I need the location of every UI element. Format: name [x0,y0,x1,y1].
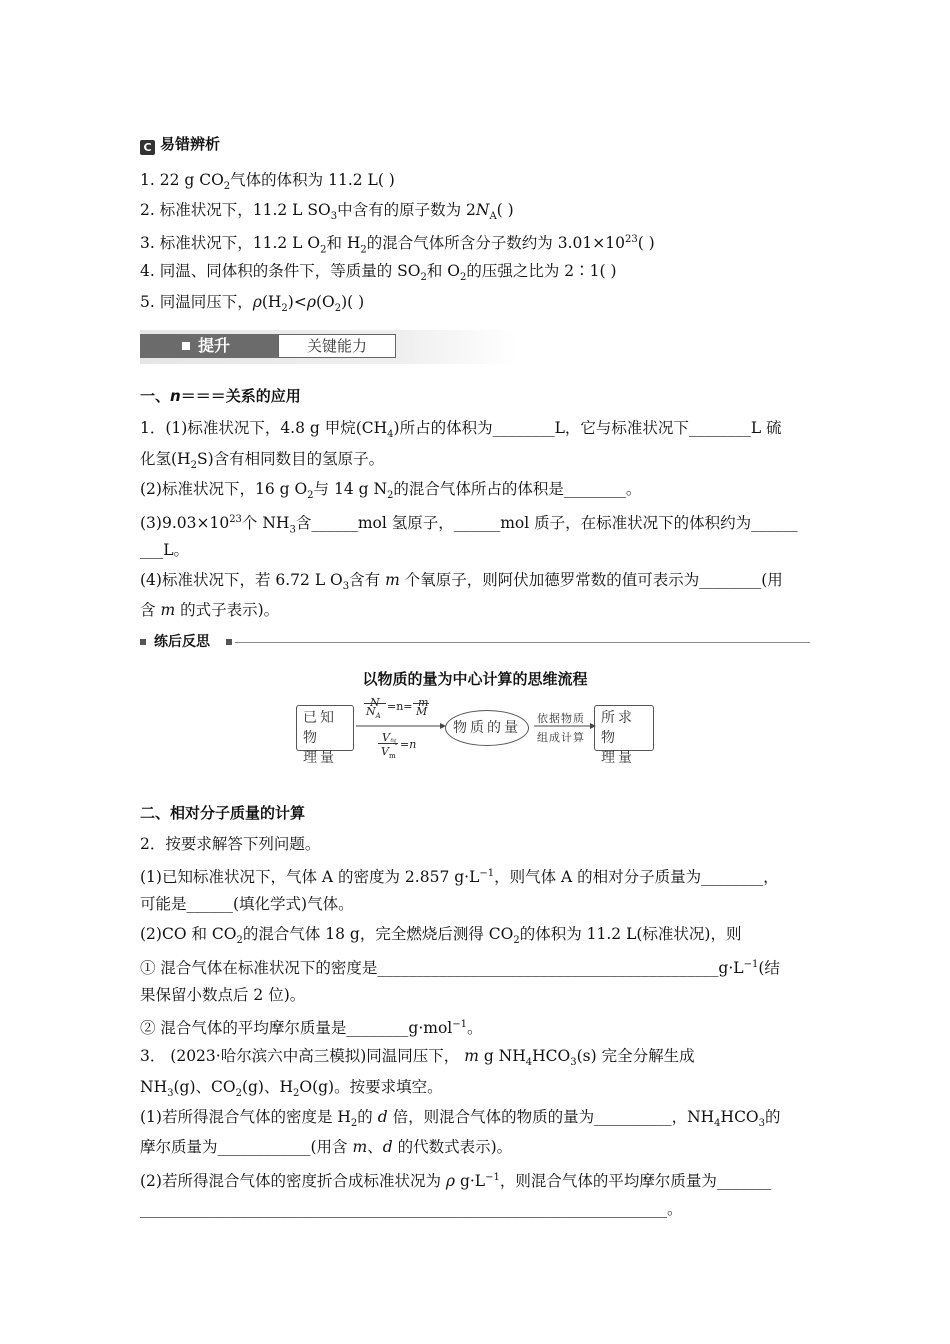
reflection-rule [235,642,810,643]
part1-heading: 一、n＝＝＝关系的应用 [140,387,301,405]
error-item-3: 3. 标准状况下，11.2 L $O_2$和 $H_2$的混合气体所含分子数约为 $3.01\times 10^{23}$( ) [140,234,655,256]
p2-q2-2a-line1: ① 混合气体在标准状况下的密度是$\_\_\_\_\_\_\_\_\_\_\_\_\_\_\_\_\_\_\_\_\_\_\_\_\_\_\_\_\_\_\_\_\_\_\_\_\_\_\_\_\_\_\_\_g\cdot L^{-1}$(结 [140,959,780,978]
error-item-4: 4. 同温、同体积的条件下，等质量的 $SO_2$和 $O_2$的压强之比为 2∶1( ) [140,262,617,284]
p2-q2-2-line1: (2)CO 和 $CO_2$的混合气体 18 g，完全燃烧后测得 $CO_2$的体积为 11.2 L(标准状况)，则 [140,925,742,947]
section-c-icon: C [140,140,155,155]
p2-q2-2c: ② 混合气体的平均摩尔质量是________g·mol$^{-1}$。 [140,1019,483,1038]
reflection-bar [140,633,810,653]
p2-q3-2-line1: (2)若所得混合气体的密度折合成标准状况为 ρ $g\cdot L^{-1}$，则混合气体的平均摩尔质量为_______ [140,1172,772,1191]
p2-q3-1-line2: 摩尔质量为____________(用含 m、d 的代数式表示)。 [140,1138,513,1156]
p2-q2-1-line2: 可能是______(填化学式)气体。 [140,895,354,913]
error-item-1: 1. 22 g $CO_2$气体的体积为 11.2 L( ) [140,171,395,193]
section-title: 易错辨析 [160,135,221,153]
banner-key-ability [140,330,516,364]
banner-left-text: 提升 [198,336,231,355]
flow-arrow-label-bottom: 组成计算 [537,731,585,744]
p2-q2-1-line1: (1)已知标准状况下，气体 A 的密度为 2.857 $g\cdot L^{-1}$，则气体 A 的相对分子质量为________， [140,868,779,887]
p1-q3-line1: $(3)9.03\times 10^{23}$个 $NH_3$含______mol 氢原子，______mol 质子，在标准状况下的体积约为______ [140,514,798,536]
p1-q2: (2)标准状况下，16 g $O_2$与 14 g $N_2$的混合气体所占的体积是________。 [140,480,642,502]
error-item-2: 2. 标准状况下，11.2 L $SO_3$中含有的原子数为 $2N_A$( ) [140,201,514,223]
p1-q4-line2: 含 m 的式子表示)。 [140,601,280,619]
section-heading-errors [140,134,220,155]
banner-right-box: 关键能力 [278,334,396,358]
reflection-label: 练后反思 [154,634,210,650]
flow-title: 以物质的量为中心计算的思维流程 [362,670,588,688]
p1-q1-line1: 1．(1)标准状况下，4.8 g 甲烷$(CH_4)$所占的体积为________L，它与标准状况下________L 硫 [140,419,782,441]
p2-q2-2a-line2: 果保留小数点后 2 位)。 [140,986,306,1004]
p2-q3-line1: 3． (2023·哈尔滨六中高三模拟)同温同压下， m g $NH_4HCO_3(s)$ 完全分解生成 [140,1047,695,1069]
banner-square-icon [182,342,190,350]
reflection-left-square-icon [140,639,146,645]
reflection-right-square-icon [226,639,232,645]
flow-center-ellipse: 物质的量 [445,710,529,746]
p1-q1-line2: 化氢$(H_2S)$含有相同数目的氢原子。 [140,450,385,472]
flow-box-target: 所求物 理量 [594,705,654,751]
flow-arrow-label-top: 依据物质 [537,712,585,725]
p2-q3-line2: $NH_3(g)$、$CO_2(g)$、$H_2O(g)$。按要求填空。 [140,1078,443,1100]
part2-heading: 二、相对分子质量的计算 [140,804,306,822]
p1-q4-line1: (4)标准状况下，若 6.72 L $O_3$含有 m 个氧原子，则阿伏加德罗常数的值可表示为________(用 [140,571,783,593]
p1-q3-line2: ___L。 [140,541,190,559]
flow-box-known: 已知物 理量 [296,705,354,751]
p2-q3-1-line1: (1)若所得混合气体的密度是 $H_2$的 d 倍，则混合气体的物质的量为__________，$NH_4HCO_3$的 [140,1108,781,1130]
p2-q2-intro: 2．按要求解答下列问题。 [140,835,321,853]
p2-q3-2-line2: ____________________________________________________________________。 [140,1200,683,1218]
error-item-5: 5. 同温同压下，$\rho(H_2)<\rho(O_2)$( ) [140,293,365,315]
